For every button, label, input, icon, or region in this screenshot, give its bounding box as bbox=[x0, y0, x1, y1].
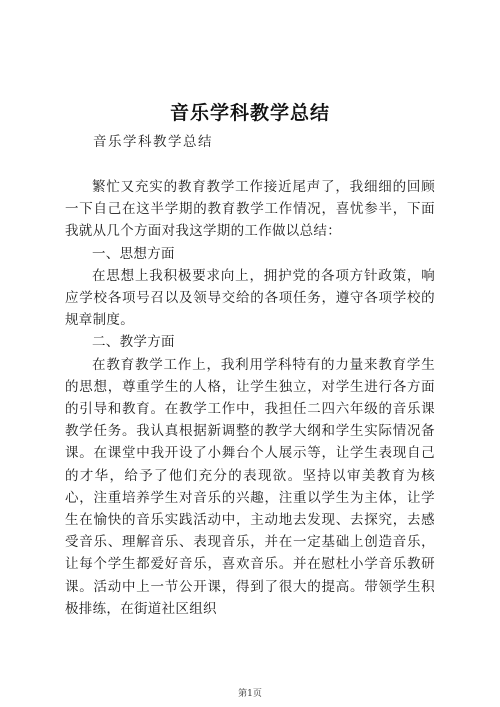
section-heading-teaching: 二、教学方面 bbox=[92, 334, 175, 351]
page-number: 第1页 bbox=[238, 689, 262, 699]
section-heading-thought: 一、思想方面 bbox=[92, 245, 175, 262]
document-title: 音乐学科教学总结 bbox=[169, 102, 330, 124]
document-subtitle: 音乐学科教学总结 bbox=[93, 134, 213, 150]
intro-paragraph: 繁忙又充实的教育教学工作接近尾声了，我细细的回顾一下自己在这半学期的教育教学工作情况，喜忧参半，下面我就从几个方面对我这学期的工作做以总结： bbox=[65, 179, 435, 240]
teaching-paragraph: 在教育教学工作上，我利用学科特有的力量来教育学生的思想，尊重学生的人格，让学生独立，对学生进行各方面的引导和教育。在教学工作中，我担任二四六年级的音乐课教学任务。我认真根据新调整的教学大纲和学生实际情况备课。在课堂中我开设了小舞台个人展示等，让学生表现自己的才华，给予了他们充分的表现欲。坚持以审美教育为核心，注重培养学生对音乐的兴趣，注重以学生为主体，让学生在愉快的音乐实践活动中，主动地去发现、去探究，去感受音乐、理解音乐、表现音乐，并在一定基础上创造音乐，让每个学生都爱好音乐，喜欢音乐。并在慰杜小学音乐教研课。活动中上一节公开课，得到了很大的提高。带领学生积极排练，在街道社区组织 bbox=[65, 356, 435, 617]
document-body bbox=[65, 176, 435, 620]
thought-paragraph: 在思想上我积极要求向上，拥护党的各项方针政策，响应学校各项号召以及领导交给的各项任务，遵守各项学校的规章制度。 bbox=[65, 267, 435, 329]
